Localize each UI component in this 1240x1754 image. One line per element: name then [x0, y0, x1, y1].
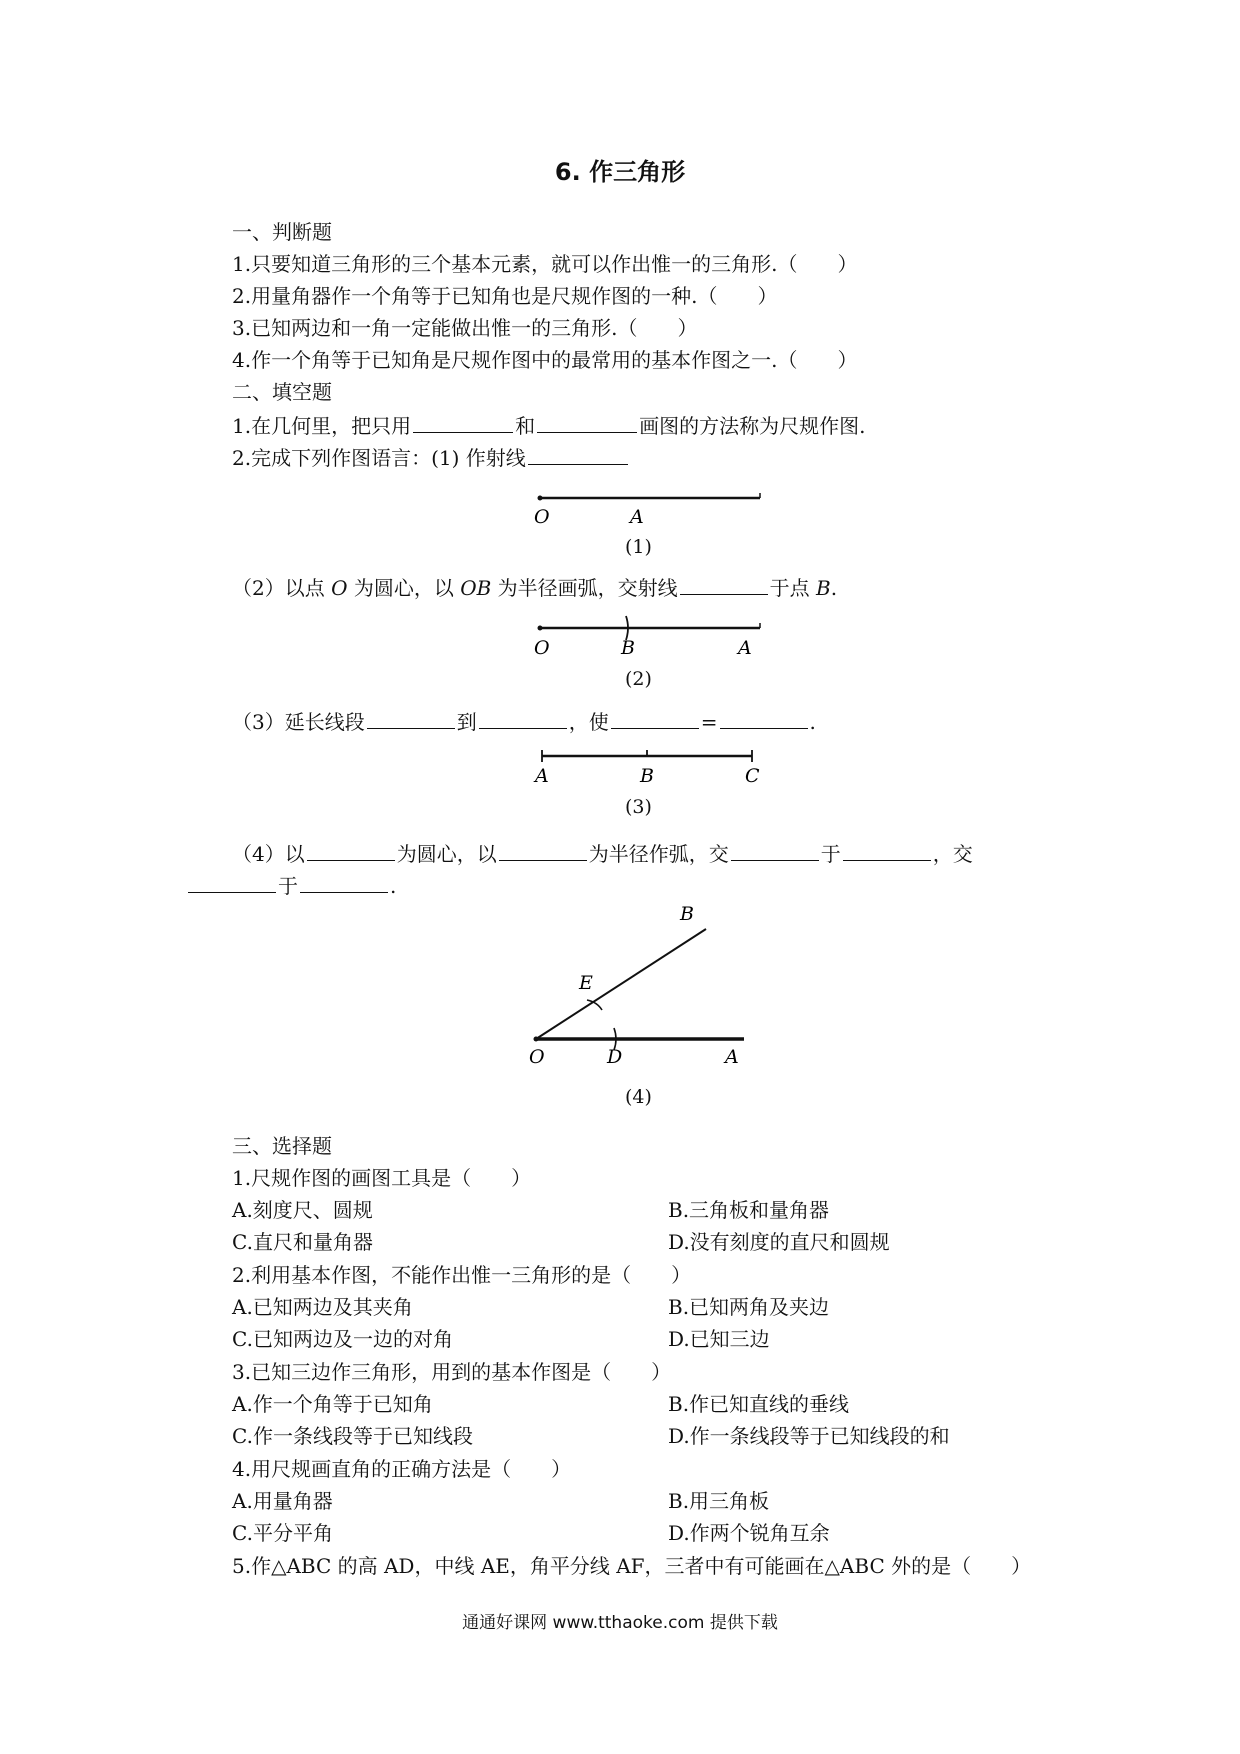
choice-question-4: 4.用尺规画直角的正确方法是（ ） — [232, 1457, 572, 1481]
choice-q2-option-c: C.已知两边及一边的对角 — [232, 1327, 453, 1351]
p2-text-a: （2）以点 — [232, 576, 332, 600]
fill-question-2-part-2 — [232, 574, 837, 600]
answer-blank[interactable] — [611, 708, 699, 729]
p4-text-c: 为半径作弧，交 — [588, 842, 729, 866]
label-b: B — [680, 903, 694, 925]
page-footer: 通通好课网 www.tthaoke.com 提供下载 — [462, 1613, 778, 1633]
p4-text-d: 于 — [820, 842, 841, 866]
p4-text-b: 为圆心，以 — [396, 842, 497, 866]
choice-question-5: 5.作△ABC 的高 AD，中线 AE，角平分线 AF，三者中有可能画在△ABC 外的是（ ） — [232, 1554, 1032, 1578]
choice-question-3: 3.已知三边作三角形，用到的基本作图是（ ） — [232, 1360, 672, 1384]
label-e: E — [579, 972, 593, 994]
p2-text-c: 为半径画弧，交射线 — [491, 576, 678, 600]
answer-blank[interactable] — [413, 412, 513, 433]
answer-blank[interactable] — [367, 708, 455, 729]
figure-4 — [520, 900, 780, 1070]
answer-blank[interactable] — [843, 840, 931, 861]
choice-q3-option-d: D.作一条线段等于已知线段的和 — [668, 1424, 950, 1448]
choice-question-2: 2.利用基本作图，不能作出惟一三角形的是（ ） — [232, 1263, 692, 1287]
choice-q2-option-a: A.已知两边及其夹角 — [232, 1295, 413, 1319]
fill-question-2-part-4 — [232, 840, 973, 866]
answer-blank[interactable] — [720, 708, 808, 729]
fill-question-2 — [232, 444, 630, 470]
figure-2-caption: (2) — [625, 668, 652, 690]
choice-question-1: 1.尺规作图的画图工具是（ ） — [232, 1166, 532, 1190]
p2-point-o: O — [331, 576, 348, 600]
p4-text-a: （4）以 — [232, 842, 305, 866]
judgment-question-3: 3.已知两边和一角一定能做出惟一的三角形.（ ） — [232, 316, 698, 340]
label-a: A — [630, 506, 644, 528]
answer-blank[interactable] — [528, 444, 628, 465]
answer-blank[interactable] — [537, 412, 637, 433]
label-o: O — [534, 637, 550, 659]
p2-segment-ob: OB — [460, 576, 492, 600]
choice-q3-option-c: C.作一条线段等于已知线段 — [232, 1424, 473, 1448]
p2-text-b: 为圆心，以 — [347, 576, 461, 600]
p4-text-f: 于 — [278, 874, 298, 898]
choice-q4-option-c: C.平分平角 — [232, 1521, 333, 1545]
p3-text-e: . — [809, 710, 816, 734]
point-o — [534, 1037, 539, 1042]
p4-text-e: ，交 — [932, 842, 973, 866]
p4-text-g: . — [390, 874, 397, 898]
section-heading-judgment: 一、判断题 — [232, 220, 332, 244]
p2-text-d: 于点 — [769, 576, 817, 600]
judgment-question-2: 2.用量角器作一个角等于已知角也是尺规作图的一种.（ ） — [232, 284, 778, 308]
choice-q4-option-b: B.用三角板 — [668, 1489, 770, 1513]
judgment-question-1: 1.只要知道三角形的三个基本元素，就可以作出惟一的三角形.（ ） — [232, 252, 858, 276]
label-c: C — [745, 765, 760, 787]
choice-q3-option-b: B.作已知直线的垂线 — [668, 1392, 850, 1416]
ray-ob — [536, 929, 706, 1039]
figure-1-caption: (1) — [625, 536, 652, 558]
answer-blank[interactable] — [731, 840, 819, 861]
choice-q1-option-b: B.三角板和量角器 — [668, 1198, 830, 1222]
fill-question-1 — [232, 412, 865, 438]
judgment-question-4: 4.作一个角等于已知角是尺规作图中的最常用的基本作图之一.（ ） — [232, 348, 858, 372]
choice-q1-option-a: A.刻度尺、圆规 — [232, 1198, 373, 1222]
p2-point-b: B — [816, 576, 831, 600]
section-heading-choice: 三、选择题 — [232, 1134, 332, 1158]
label-b: B — [640, 765, 654, 787]
p2-text-e: . — [830, 576, 838, 600]
fill-q1-text-a: 1.在几何里，把只用 — [232, 414, 412, 438]
answer-blank[interactable] — [680, 574, 768, 595]
answer-blank[interactable] — [188, 872, 276, 893]
choice-q4-option-d: D.作两个锐角互余 — [668, 1521, 830, 1545]
label-a: A — [725, 1046, 739, 1068]
answer-blank[interactable] — [300, 872, 388, 893]
point-o — [538, 496, 543, 501]
fill-q1-text-b: 和 — [515, 414, 536, 438]
choice-q1-option-d: D.没有刻度的直尺和圆规 — [668, 1230, 890, 1254]
figure-4-caption: (4) — [625, 1086, 652, 1108]
figure-3-caption: (3) — [625, 796, 652, 818]
page-title: 6. 作三角形 — [554, 158, 686, 186]
fill-question-2-part-4-cont — [186, 872, 396, 898]
label-d: D — [607, 1046, 623, 1068]
fill-q2-text: 2.完成下列作图语言：(1) 作射线 — [232, 446, 526, 470]
section-heading-fill: 二、填空题 — [232, 380, 332, 404]
choice-q1-option-c: C.直尺和量角器 — [232, 1230, 373, 1254]
label-o: O — [534, 506, 550, 528]
p3-text-a: （3）延长线段 — [232, 710, 365, 734]
choice-q2-option-d: D.已知三边 — [668, 1327, 770, 1351]
p3-text-b: 到 — [456, 710, 477, 734]
label-a: A — [535, 765, 549, 787]
label-a: A — [738, 637, 752, 659]
answer-blank[interactable] — [307, 840, 395, 861]
answer-blank[interactable] — [479, 708, 567, 729]
choice-q2-option-b: B.已知两角及夹边 — [668, 1295, 830, 1319]
choice-q3-option-a: A.作一个角等于已知角 — [232, 1392, 433, 1416]
point-o — [538, 626, 543, 631]
fill-q1-text-c: 画图的方法称为尺规作图. — [639, 414, 866, 438]
fill-question-2-part-3 — [232, 708, 816, 734]
label-b: B — [621, 637, 635, 659]
p3-text-c: ，使 — [568, 710, 609, 734]
label-o: O — [529, 1046, 545, 1068]
choice-q4-option-a: A.用量角器 — [232, 1489, 333, 1513]
p3-text-d: = — [700, 710, 718, 734]
answer-blank[interactable] — [499, 840, 587, 861]
